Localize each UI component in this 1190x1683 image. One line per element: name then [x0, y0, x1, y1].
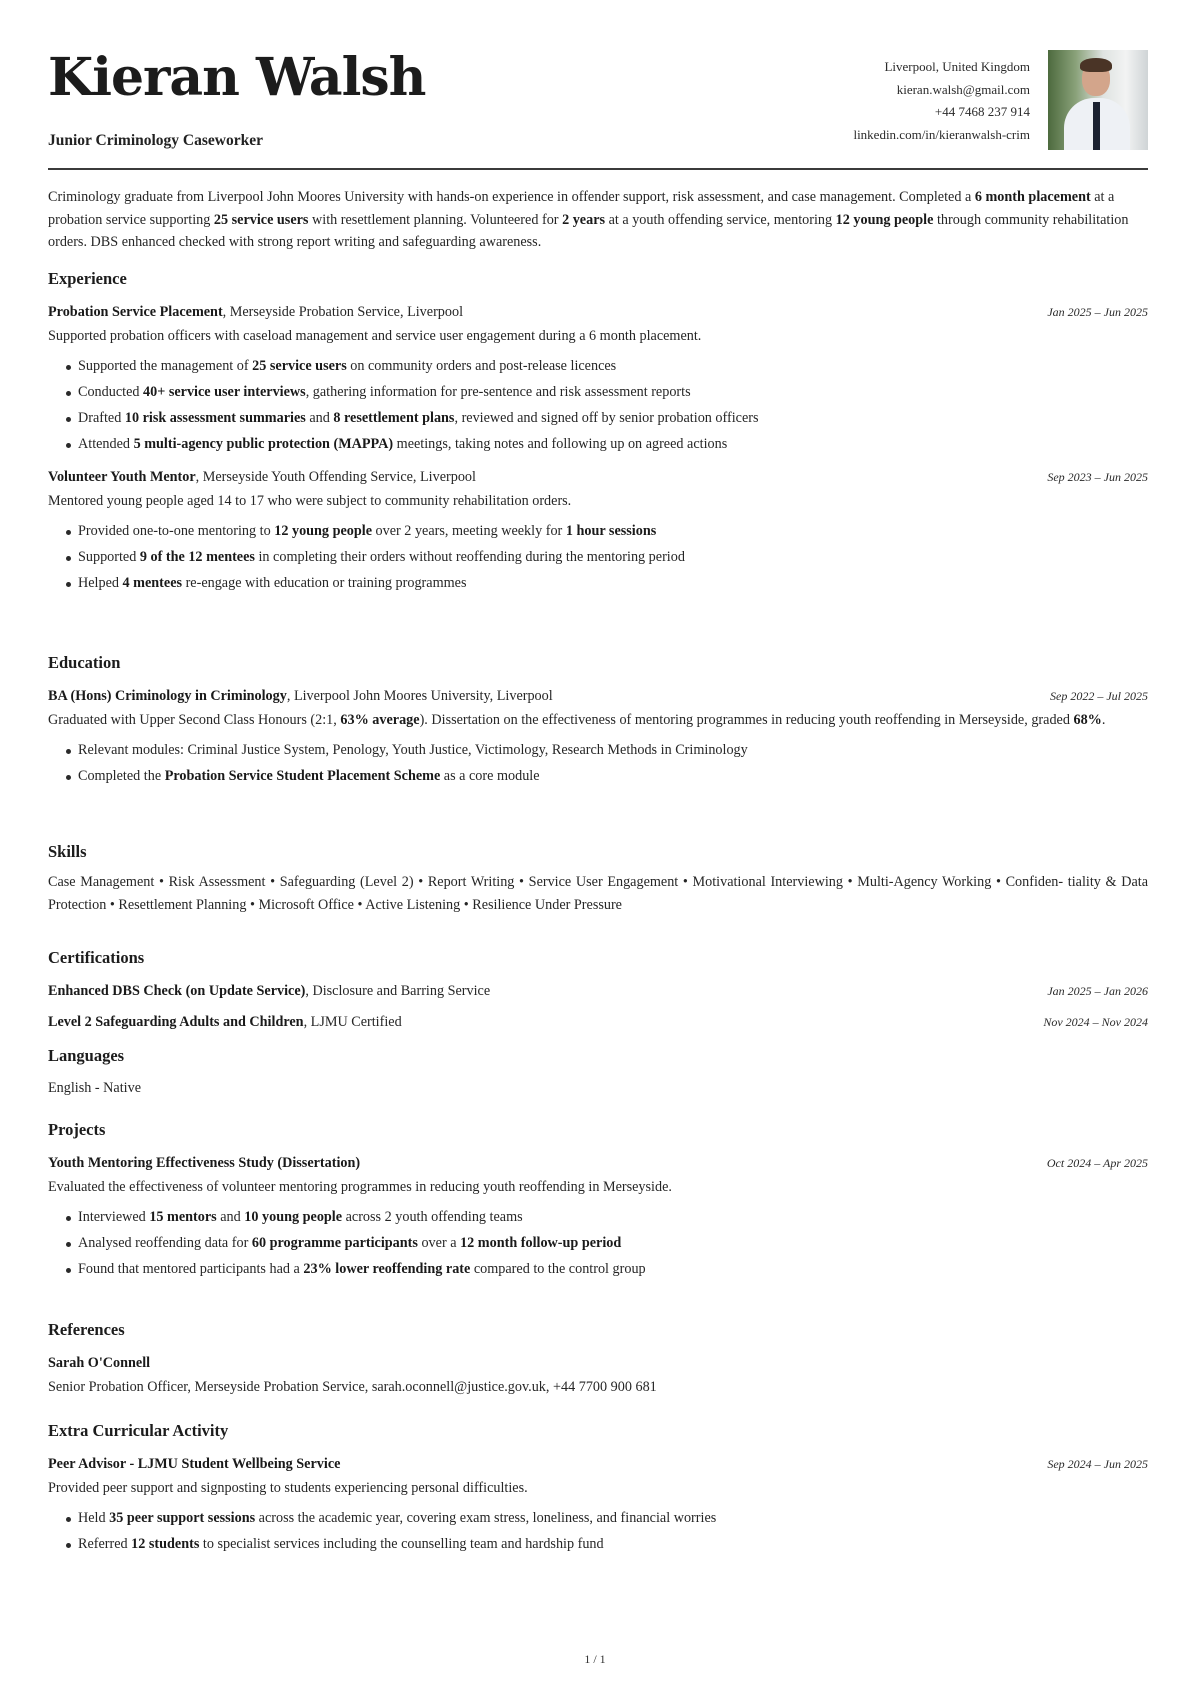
bullet-item	[78, 353, 1148, 379]
entry-header	[48, 1452, 1148, 1477]
text-run: Referred	[78, 1536, 132, 1552]
text-run: on community orders and post-release licences	[346, 358, 617, 374]
text-run: over 2 years, meeting weekly for	[372, 523, 566, 539]
text-run: .	[1101, 712, 1106, 728]
bullet-item	[78, 405, 1148, 431]
entry-date: Oct 2024 – Apr 2025	[1046, 1156, 1148, 1170]
bold-highlight: 2 years	[562, 211, 606, 228]
entry-header	[48, 979, 1148, 1004]
text-run: Analysed reoffending data for	[78, 1235, 252, 1251]
project-title: Youth Mentoring Effectiveness Study (Dissertation)	[48, 1155, 361, 1171]
text-run: Found that mentored participants had a	[78, 1261, 304, 1277]
bold-highlight: 23% lower reoffending rate	[303, 1261, 471, 1277]
bullet-item	[78, 570, 1148, 596]
entry-description: Provided peer support and signposting to students experiencing personal difficulties.	[48, 1480, 528, 1496]
bold-highlight: 8 resettlement plans	[333, 410, 455, 426]
entry-org: , Merseyside Youth Offending Service, Liverpool	[195, 469, 476, 485]
education-entry	[48, 684, 1148, 789]
bold-highlight: 12 month follow-up period	[460, 1235, 622, 1251]
entry-bullets	[48, 518, 1148, 596]
certification-issuer: , LJMU Certified	[303, 1014, 402, 1030]
text-run: Criminology graduate from Liverpool John Moores University with hands-on experience in offender support, risk assessment, and case management. Completed a	[48, 189, 975, 205]
section-heading-languages: Languages	[48, 1046, 125, 1065]
bold-highlight: 25 service users	[252, 358, 347, 374]
section-heading-references: References	[48, 1320, 125, 1339]
candidate-name: Kieran Walsh	[48, 47, 426, 108]
bullet-item	[78, 1531, 1148, 1557]
entry-date: Jan 2025 – Jun 2025	[1047, 305, 1148, 319]
entry-bullets	[48, 737, 1148, 789]
contact-linkedin[interactable]: linkedin.com/in/kieranwalsh-crim	[853, 126, 1030, 142]
bold-highlight: 9 of the 12 mentees	[139, 549, 255, 565]
text-run: ). Dissertation on the effectiveness of mentoring programmes in reducing youth reoffending in Merseyside, graded	[419, 712, 1074, 728]
language-item: English - Native	[48, 1080, 141, 1096]
reference-name: Sarah O'Connell	[48, 1355, 151, 1371]
resume-page	[48, 0, 1148, 1552]
bold-highlight: 4 mentees	[122, 575, 183, 591]
text-run: meetings, taking notes and following up on agreed actions	[393, 436, 728, 452]
header-divider	[48, 168, 1148, 170]
bullet-item	[78, 518, 1148, 544]
bold-highlight: 6 month placement	[974, 189, 1091, 205]
text-run: over a	[417, 1235, 461, 1251]
text-run: Conducted	[78, 384, 144, 400]
bold-highlight: 15 mentors	[149, 1209, 217, 1225]
entry-header	[48, 1151, 1148, 1176]
bullet-item	[78, 379, 1148, 405]
certification-entry	[48, 1010, 1148, 1035]
text-run: to specialist services including the counselling team and hardship fund	[199, 1536, 604, 1552]
experience-entry	[48, 465, 1148, 596]
entry-description	[48, 709, 1148, 731]
activity-title: Peer Advisor - LJMU Student Wellbeing Service	[48, 1456, 341, 1472]
skills-list: Case Management • Risk Assessment • Safeguarding (Level 2) • Report Writing • Service User Engagement • Motivational Interviewing • Multi-Agency Working • Confiden- tiality & Data Protection • Resettlement Planning • Microsoft Office • Active Listening • Resilience Under Pressure	[48, 874, 1148, 913]
bold-highlight: 12 young people	[835, 211, 934, 228]
text-run: Helped	[78, 575, 123, 591]
profile-photo	[1048, 50, 1148, 150]
contact-info	[853, 56, 1030, 146]
bullet-item	[78, 544, 1148, 570]
text-run: Provided one-to-one mentoring to	[78, 523, 275, 539]
contact-email[interactable]: kieran.walsh@gmail.com	[896, 81, 1030, 97]
entry-description: Mentored young people aged 14 to 17 who were subject to community rehabilitation orders.	[48, 493, 572, 509]
section-languages	[48, 1044, 1148, 1099]
section-projects	[48, 1118, 1148, 1282]
section-experience	[48, 267, 1148, 596]
reference-details: Senior Probation Officer, Merseyside Probation Service, sarah.oconnell@justice.gov.uk, +44 7700 900 681	[48, 1379, 657, 1395]
text-run: Supported	[78, 549, 140, 565]
text-run: as a core module	[440, 768, 540, 784]
certification-name: Level 2 Safeguarding Adults and Children	[48, 1014, 304, 1030]
bold-highlight: 40+ service user interviews	[143, 384, 306, 400]
section-education	[48, 651, 1148, 789]
activity-entry	[48, 1452, 1148, 1557]
bullet-item	[78, 1505, 1148, 1531]
section-heading-education: Education	[48, 653, 121, 672]
text-run: across the academic year, covering exam stress, loneliness, and financial worries	[255, 1510, 717, 1526]
bullet-item	[78, 737, 1148, 763]
entry-date: Sep 2024 – Jun 2025	[1047, 1457, 1148, 1471]
text-run: at a youth offending service, mentoring	[605, 211, 836, 228]
bullet-item	[78, 1256, 1148, 1282]
text-run: Graduated with Upper Second Class Honours (2:1,	[48, 712, 341, 728]
page-number: 1 / 1	[584, 1652, 606, 1666]
certification-issuer: , Disclosure and Barring Service	[305, 983, 491, 999]
text-run: through community rehabilitation orders. DBS enhanced checked with strong report writing and safeguarding awareness.	[48, 211, 1129, 250]
text-run: compared to the control group	[470, 1261, 646, 1277]
bold-highlight: 10 risk assessment summaries	[124, 410, 306, 426]
text-run: and	[216, 1209, 245, 1225]
certification-entry	[48, 979, 1148, 1004]
bold-highlight: 10 young people	[244, 1209, 343, 1225]
section-heading-skills: Skills	[48, 842, 87, 861]
bold-highlight: 63% average	[340, 712, 420, 728]
section-certifications	[48, 946, 1148, 1035]
bold-highlight: Probation Service Student Placement Scheme	[164, 768, 441, 784]
bold-highlight: 1 hour sessions	[565, 523, 657, 539]
section-heading-experience: Experience	[48, 269, 127, 288]
experience-entry	[48, 300, 1148, 457]
entry-date: Sep 2022 – Jul 2025	[1050, 689, 1148, 703]
bold-highlight: 68%	[1073, 712, 1102, 728]
section-heading-projects: Projects	[48, 1120, 106, 1139]
bullet-item	[78, 431, 1148, 457]
text-run: Relevant modules: Criminal Justice System, Penology, Youth Justice, Victimology, Research Methods in Criminology	[78, 742, 748, 758]
bold-highlight: 12 young people	[274, 523, 372, 539]
entry-description: Evaluated the effectiveness of volunteer mentoring programmes in reducing youth reoffending in Merseyside.	[48, 1179, 672, 1195]
photo-tie-shape	[1093, 102, 1100, 150]
entry-header	[48, 465, 1148, 490]
section-heading-extra-curricular: Extra Curricular Activity	[48, 1421, 229, 1440]
entry-bullets	[48, 1505, 1148, 1557]
text-run: Drafted	[78, 410, 125, 426]
entry-date: Sep 2023 – Jun 2025	[1047, 470, 1148, 484]
entry-org: , Merseyside Probation Service, Liverpool	[222, 304, 464, 320]
entry-degree: BA (Hons) Criminology in Criminology	[48, 688, 287, 704]
section-heading-certifications: Certifications	[48, 948, 145, 967]
section-extra-curricular	[48, 1419, 1148, 1557]
text-run: across 2 youth offending teams	[342, 1209, 523, 1225]
certification-name: Enhanced DBS Check (on Update Service)	[48, 983, 306, 999]
entry-role: Volunteer Youth Mentor	[48, 469, 196, 485]
project-entry	[48, 1151, 1148, 1282]
entry-institution: , Liverpool John Moores University, Liverpool	[286, 688, 553, 704]
bold-highlight: 25 service users	[213, 211, 309, 228]
text-run: Supported the management of	[78, 358, 253, 374]
bold-highlight: 5 multi-agency public protection (MAPPA)	[133, 436, 394, 452]
photo-hair-shape	[1080, 58, 1112, 72]
text-run: Held	[78, 1510, 110, 1526]
contact-location: Liverpool, United Kingdom	[884, 59, 1030, 74]
entry-header	[48, 300, 1148, 325]
summary-paragraph	[48, 186, 1148, 254]
text-run: and	[305, 410, 334, 426]
text-run: at a probation service supporting	[48, 189, 1115, 228]
bold-highlight: 35 peer support sessions	[109, 1510, 256, 1526]
text-run: re-engage with education or training programmes	[182, 575, 467, 591]
bullet-item	[78, 763, 1148, 789]
text-run: with resettlement planning. Volunteered for	[308, 211, 563, 228]
entry-date: Jan 2025 – Jan 2026	[1047, 984, 1148, 998]
entry-role: Probation Service Placement	[48, 304, 223, 320]
text-run: Attended	[78, 436, 134, 452]
entry-header	[48, 684, 1148, 709]
reference-entry	[48, 1351, 1148, 1398]
bullet-item	[78, 1230, 1148, 1256]
bullet-item	[78, 1204, 1148, 1230]
entry-bullets	[48, 353, 1148, 457]
job-title: Junior Criminology Caseworker	[48, 132, 263, 149]
text-run: Completed the	[78, 768, 165, 784]
entry-description: Supported probation officers with caseload management and service user engagement during a 6 month placement.	[48, 328, 702, 344]
text-run: , reviewed and signed off by senior probation officers	[454, 410, 759, 426]
bold-highlight: 60 programme participants	[251, 1235, 418, 1251]
contact-phone[interactable]: +44 7468 237 914	[934, 104, 1030, 119]
text-run: in completing their orders without reoffending during the mentoring period	[254, 549, 685, 565]
bold-highlight: 12 students	[131, 1536, 200, 1552]
section-references	[48, 1318, 1148, 1398]
entry-bullets	[48, 1204, 1148, 1282]
section-skills	[48, 840, 1148, 916]
resume-header	[48, 0, 1148, 170]
text-run: , gathering information for pre-sentence and risk assessment reports	[305, 384, 691, 400]
text-run: Interviewed	[78, 1209, 150, 1225]
entry-date: Nov 2024 – Nov 2024	[1043, 1015, 1148, 1029]
entry-header	[48, 1010, 1148, 1035]
